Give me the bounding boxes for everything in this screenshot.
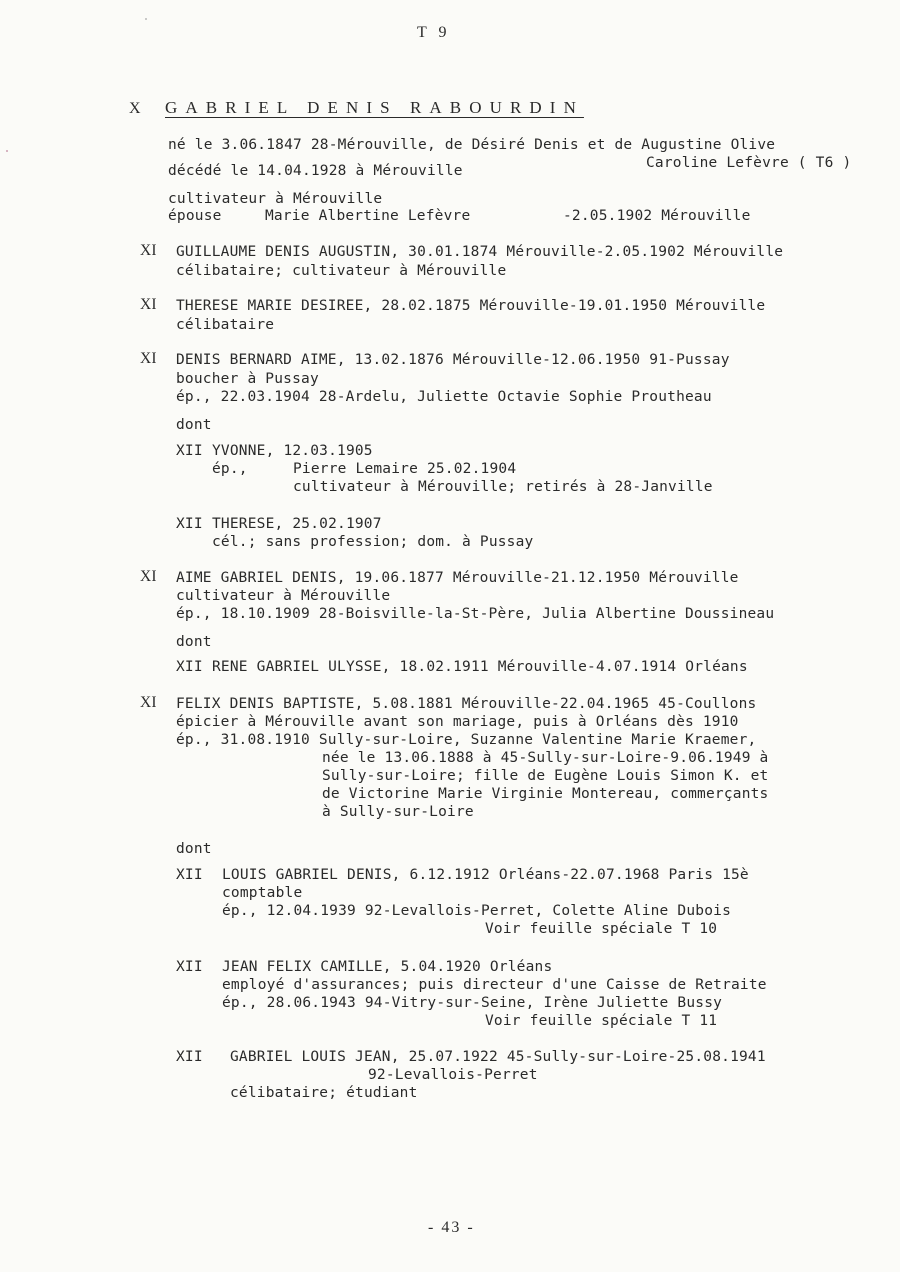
page-number: - 43 - [428, 1219, 475, 1236]
grandchild-detail-line: cultivateur à Mérouville; retirés à 28-Janville [293, 479, 713, 495]
grandchild-detail-line: employé d'assurances; puis directeur d'une Caisse de Retraite [222, 977, 767, 993]
grandchild-marriage-line: ép., 12.04.1939 92-Levallois-Perret, Colette Aline Dubois [222, 903, 731, 919]
death-line: décédé le 14.04.1928 à Mérouville [168, 163, 463, 179]
see-sheet-line: Voir feuille spéciale T 11 [485, 1013, 718, 1029]
spouse-detail-line: née le 13.06.1888 à 45-Sully-sur-Loire-9.06.1949 à [322, 750, 769, 766]
grandchild-roman: XII [176, 1049, 203, 1065]
grandchild-name-line: YVONNE, 12.03.1905 [212, 443, 373, 459]
child-detail-line: célibataire [176, 317, 275, 333]
profession-line: cultivateur à Mérouville [168, 191, 383, 207]
spouse-detail-line: Sully-sur-Loire; fille de Eugène Louis Simon K. et [322, 768, 769, 784]
grandchild-name-line: JEAN FELIX CAMILLE, 5.04.1920 Orléans [222, 959, 553, 975]
child-name-line: DENIS BERNARD AIME, 13.02.1876 Mérouville-12.06.1950 91-Pussay [176, 352, 730, 368]
child-roman: XI [140, 694, 157, 711]
grandchild-name-line: RENE GABRIEL ULYSSE, 18.02.1911 Mérouville-4.07.1914 Orléans [212, 659, 748, 675]
grandchild-detail-line: célibataire; étudiant [230, 1085, 418, 1101]
grandchild-marriage-label: ép., [212, 461, 248, 477]
grandchild-roman: XII [176, 516, 203, 532]
child-marriage-line: ép., 31.08.1910 Sully-sur-Loire, Suzanne Valentine Marie Kraemer, [176, 732, 757, 748]
grandchild-detail-line: comptable [222, 885, 303, 901]
grandchild-marriage-line: ép., 28.06.1943 94-Vitry-sur-Seine, Irène Juliette Bussy [222, 995, 723, 1011]
child-name-line: GUILLAUME DENIS AUGUSTIN, 30.01.1874 Mérouville-2.05.1902 Mérouville [176, 244, 784, 260]
grandchild-detail-line: cél.; sans profession; dom. à Pussay [212, 534, 534, 550]
grandchild-spouse-line: Pierre Lemaire 25.02.1904 [293, 461, 517, 477]
child-name-line: AIME GABRIEL DENIS, 19.06.1877 Mérouville-21.12.1950 Mérouville [176, 570, 739, 586]
spouse-dates: -2.05.1902 Mérouville [563, 208, 751, 224]
generation-roman-main: X [129, 100, 141, 117]
grandchild-name-line: LOUIS GABRIEL DENIS, 6.12.1912 Orléans-22.07.1968 Paris 15è [222, 867, 749, 883]
child-detail-line: épicier à Mérouville avant son mariage, puis à Orléans dès 1910 [176, 714, 739, 730]
child-roman: XI [140, 568, 157, 585]
dont-label: dont [176, 841, 212, 857]
spouse-detail-line: de Victorine Marie Virginie Montereau, commerçants [322, 786, 769, 802]
grandchild-roman: XII [176, 443, 203, 459]
dont-label: dont [176, 417, 212, 433]
grandchild-roman: XII [176, 959, 203, 975]
child-roman: XI [140, 350, 157, 367]
page-identifier: T 9 [417, 24, 451, 41]
spouse-detail-line: à Sully-sur-Loire [322, 804, 474, 820]
child-name-line: THERESE MARIE DESIREE, 28.02.1875 Mérouville-19.01.1950 Mérouville [176, 298, 766, 314]
scan-speck [145, 18, 147, 20]
mother-continuation: Caroline Lefèvre ( T6 ) [646, 155, 852, 171]
grandchild-name-line: THERESE, 25.02.1907 [212, 516, 382, 532]
scan-speck [6, 150, 8, 152]
child-marriage-line: ép., 18.10.1909 28-Boisville-la-St-Père, Julia Albertine Doussineau [176, 606, 775, 622]
child-roman: XI [140, 242, 157, 259]
grandchild-roman: XII [176, 659, 203, 675]
child-detail-line: cultivateur à Mérouville [176, 588, 391, 604]
child-roman: XI [140, 296, 157, 313]
birth-line: né le 3.06.1847 28-Mérouville, de Désiré Denis et de Augustine Olive [168, 137, 776, 153]
child-marriage-line: ép., 22.03.1904 28-Ardelu, Juliette Octavie Sophie Proutheau [176, 389, 712, 405]
see-sheet-line: Voir feuille spéciale T 10 [485, 921, 718, 937]
spouse-label: épouse [168, 208, 222, 224]
grandchild-death-place: 92-Levallois-Perret [368, 1067, 538, 1083]
main-person-title: GABRIEL DENIS RABOURDIN [165, 98, 584, 117]
dont-label: dont [176, 634, 212, 650]
child-detail-line: célibataire; cultivateur à Mérouville [176, 263, 507, 279]
grandchild-name-line: GABRIEL LOUIS JEAN, 25.07.1922 45-Sully-sur-Loire-25.08.1941 [230, 1049, 766, 1065]
spouse-name: Marie Albertine Lefèvre [265, 208, 471, 224]
grandchild-roman: XII [176, 867, 203, 883]
child-name-line: FELIX DENIS BAPTISTE, 5.08.1881 Mérouville-22.04.1965 45-Coullons [176, 696, 757, 712]
child-detail-line: boucher à Pussay [176, 371, 319, 387]
